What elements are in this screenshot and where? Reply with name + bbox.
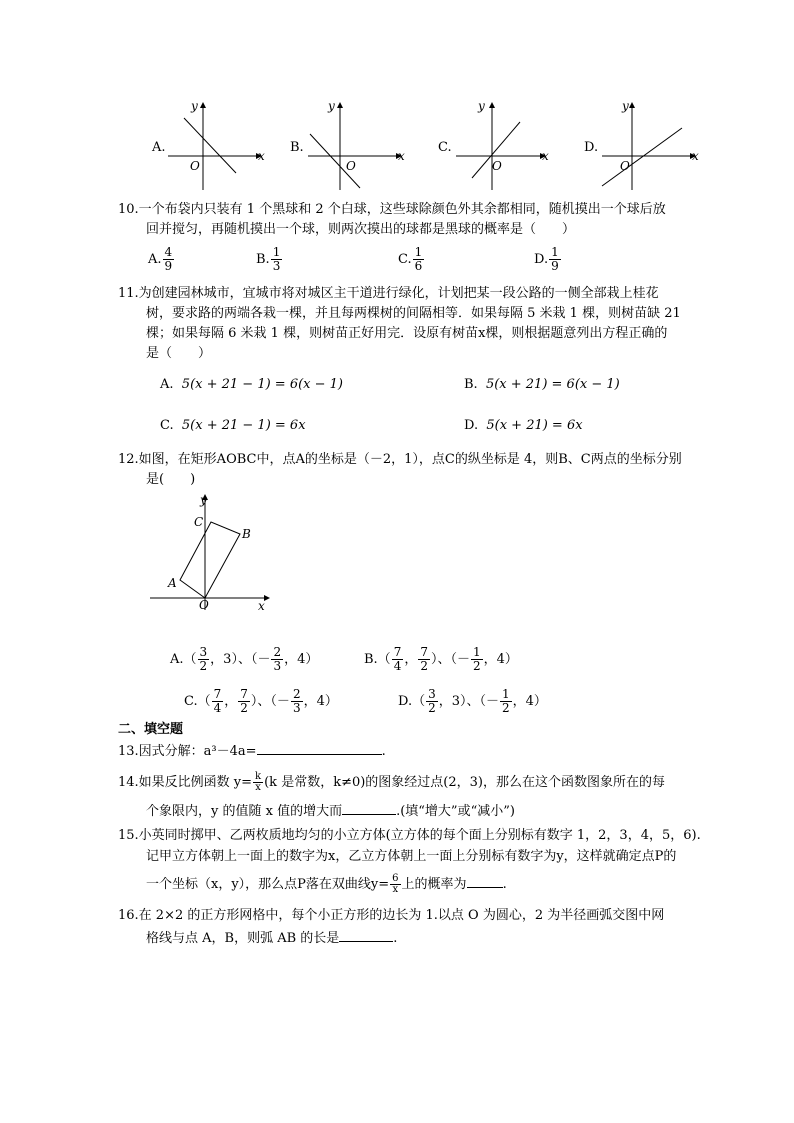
option-text: ，4） [303,694,338,709]
option-text: ，4） [284,652,319,667]
q10-option-d [534,246,562,273]
graph-a-svg [148,98,278,193]
frac-den: 3 [273,659,282,673]
frac-den: 2 [473,659,481,673]
y-axis-label: y [622,99,629,113]
frac-den: 2 [502,701,510,715]
option-text: ， [404,652,418,667]
graph-option-b [288,98,418,193]
option-label: D. [464,418,479,433]
frac-den: 3 [292,701,301,715]
option-label: B. [464,377,478,392]
origin-label: O [620,159,630,173]
option-equation: 5(x + 21) = 6(x − 1) [485,377,620,392]
q14-text: (k 是常数，k≠0)的图象经过点(2，3)，那么在这个函数图象所在的每 [264,775,665,790]
q14-text: 个象限内，y 的值随 x 值的增大而 [146,804,343,819]
rectangle-figure [146,492,276,612]
option-text: ）、（－ [250,694,290,709]
q14-text: 14.如果反比例函数 y= [118,775,253,790]
q15-line1: 15.小英同时掷甲、乙两枚质地均匀的小立方体(立方体的每个面上分别标有数字 1，2，3，4，5，6). [118,828,701,843]
frac-den: 9 [551,259,559,273]
graph-d-svg [582,98,712,193]
frac-num: 1 [502,687,510,701]
point-b-label: B [242,527,251,541]
option-text: ，3）、（－ [438,694,500,709]
q12-line1: 12.如图，在矩形AOBC中，点A的坐标是（－2，1），点C的纵坐标是 4，则B、C两点的坐标分别 [118,452,682,467]
q11-option-a [160,375,343,395]
graph-option-a [148,98,278,193]
q16-line1: 16.在 2×2 的正方形网格中，每个小正方形的边长为 1.以点 O 为圆心，2 为半径画弧交图中网 [118,908,665,923]
frac-den: 9 [164,259,173,273]
option-text: ， [224,694,238,709]
option-text: D.（ [398,694,426,709]
x-axis-label: x [542,149,549,163]
option-text: ）、（－ [430,652,470,667]
graph-c-svg [436,98,566,193]
q12-option-c [184,688,338,715]
option-equation: 5(x + 21 − 1) = 6(x − 1) [181,377,344,392]
frac-den: x [392,884,399,895]
q15-text: 一个坐标（x，y），那么点P落在双曲线y= [146,877,390,892]
q14-text: .(填“增大”或“减小”) [396,804,515,819]
origin-label: O [492,159,502,173]
q10-line2: 回并搅匀，再随机摸出一个球，则两次摸出的球都是黑球的概率是（ ） [146,222,576,237]
option-label: C. [160,418,174,433]
q11-option-b [464,375,620,395]
option-text: ，4） [512,694,547,709]
section-heading: 二、填空题 [118,722,184,737]
x-axis-label: x [258,599,265,612]
option-label: A. [148,252,162,267]
q13-text: 13.因式分解：a³－4a= [118,744,257,759]
q10-option-a [148,246,175,273]
option-label: D. [534,252,549,267]
option-text: B.（ [364,652,391,667]
option-equation: 5(x + 21 − 1) = 6x [181,418,306,433]
origin-label: O [346,159,356,173]
point-c-label: C [194,515,204,529]
q14-line1 [118,772,665,793]
frac-num: 7 [393,645,402,659]
frac-num: 7 [213,687,222,701]
answer-blank[interactable] [339,928,393,942]
y-axis-label: y [328,99,335,113]
q16-text: . [393,931,398,946]
option-equation: 5(x + 21) = 6x [486,418,583,433]
q12-option-a [170,646,318,673]
q13 [118,741,386,762]
graph-label: C. [438,140,452,155]
option-text: C.（ [184,694,211,709]
answer-blank[interactable] [342,801,396,815]
q12-line2: 是( ) [146,472,196,487]
frac-den: x [255,782,261,793]
y-axis-label: y [191,99,198,113]
frac-num: 3 [199,645,208,659]
origin-label: O [199,598,209,612]
frac-num: 1 [414,245,423,259]
frac-num: 2 [292,687,301,701]
q11-line1: 11.为创建园林城市，宜城市将对城区主干道进行绿化，计划把某一段公路的一侧全部栽上桂花 [118,286,659,301]
q11-line3: 棵；如果每隔 6 米栽 1 棵，则树苗正好用完．设原有树苗x棵，则根据题意列出方程正确的 [146,326,668,341]
frac-num: 3 [428,687,436,701]
graph-option-d [582,98,712,193]
frac-den: 2 [240,701,248,715]
frac-num: 7 [240,687,248,701]
frac-num: 1 [272,245,281,259]
q15-line3 [146,874,507,895]
q16-text: 格线与点 A，B，则弧 AB 的长是 [146,931,340,946]
frac-num: 6 [392,873,399,884]
frac-den: 4 [213,701,222,715]
graph-option-c [436,98,566,193]
option-label: C. [398,252,412,267]
origin-label: O [190,159,200,173]
q10-option-c [398,246,425,273]
q14-line2 [146,801,515,822]
point-a-label: A [168,576,177,590]
graph-label: D. [584,140,599,155]
q11-option-c [160,416,306,436]
frac-den: 2 [199,659,208,673]
answer-blank[interactable] [257,741,382,755]
q15-text: . [502,877,507,892]
graph-b-svg [288,98,418,193]
frac-num: 7 [420,645,428,659]
option-label: B. [256,252,270,267]
q11-option-d [464,416,583,436]
frac-num: 1 [551,245,559,259]
frac-num: 2 [273,645,282,659]
q12-option-d [398,688,547,715]
option-text: A.（ [170,652,197,667]
q10-option-b [256,246,283,273]
frac-den: 4 [393,659,402,673]
q16-line2 [146,928,397,949]
x-axis-label: x [398,149,405,163]
frac-den: 6 [414,259,423,273]
frac-num: 1 [473,645,481,659]
q12-option-b [364,646,518,673]
frac-den: 3 [272,259,281,273]
q11-line2: 树，要求路的两端各栽一棵，并且每两棵树的间隔相等．如果每隔 5 米栽 1 棵，则树苗缺 21 [146,306,681,321]
q13-end: . [381,744,386,759]
frac-num: 4 [164,245,173,259]
q11-line4: 是（ ） [146,346,212,361]
option-label: A. [160,377,174,392]
x-axis-label: x [258,149,265,163]
graph-label: A. [152,140,166,155]
y-axis-label: y [200,493,207,507]
x-axis-label: x [692,149,699,163]
frac-den: 2 [428,701,436,715]
frac-num: k [255,771,262,782]
q15-line2: 记甲立方体朝上一面上的数字为x，乙立方体朝上一面上分别标有数字为y，这样就确定点P的 [146,849,677,864]
option-text: ，4） [483,652,518,667]
frac-den: 2 [420,659,428,673]
y-axis-label: y [478,99,485,113]
answer-blank[interactable] [467,874,503,888]
q15-text: 上的概率为 [401,877,467,892]
option-text: ，3）、（－ [210,652,271,667]
q10-line1: 10.一个布袋内只装有 1 个黑球和 2 个白球，这些球除颜色外其余都相同，随机摸出一个球后放 [118,202,666,217]
graph-label: B. [290,140,304,155]
